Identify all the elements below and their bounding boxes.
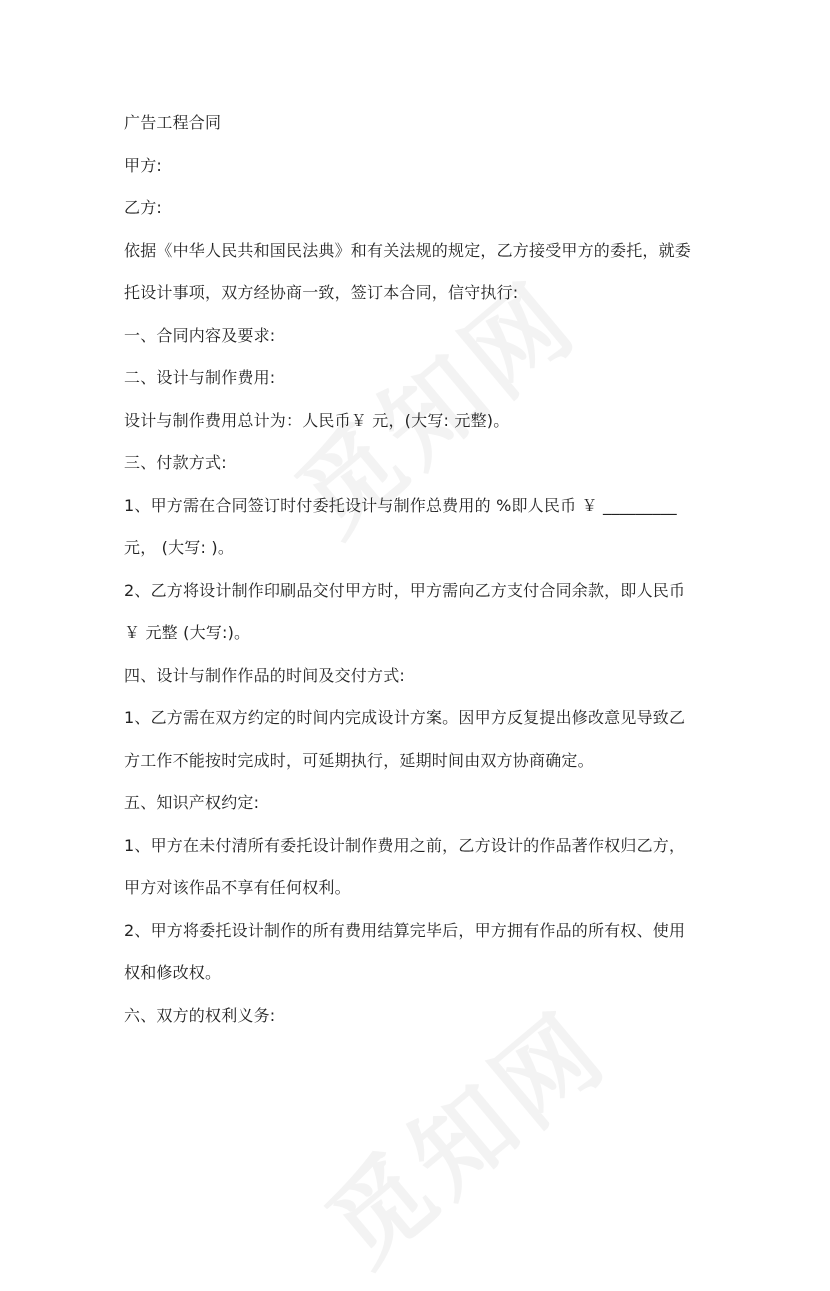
preamble-line-1: 依据《中华人民共和国民法典》和有关法规的规定，乙方接受甲方的委托，就委 [124,240,692,260]
payment-clause-1-line-2: 元， (大写: )。 [124,538,235,557]
ip-clause-1-line-1: 1、甲方在未付清所有委托设计制作费用之前，乙方设计的作品著作权归乙方， [124,835,686,855]
section-heading-4: 四、设计与制作作品的时间及交付方式: [124,665,405,685]
section-heading-3: 三、付款方式: [124,453,227,472]
payment-clause-2-line-2: ￥ 元整 (大写:)。 [124,623,251,642]
party-b: 乙方: [124,198,162,217]
section-heading-2: 二、设计与制作费用: [124,368,276,387]
ip-clause-2-line-1: 2、甲方将委托设计制作的所有费用结算完毕后，甲方拥有作品的所有权、使用 [124,920,686,940]
preamble-line-2: 托设计事项，双方经协商一致，签订本合同，信守执行: [124,283,519,302]
payment-clause-1-line-1: 1、甲方需在合同签订时付委托设计与制作总费用的 %即人民币 ￥ _________ [124,495,677,515]
party-a: 甲方: [124,155,162,175]
ip-clause-1-line-2: 甲方对该作品不享有任何权利。 [124,878,351,897]
payment-clause-2-line-1: 2、乙方将设计制作印刷品交付甲方时，甲方需向乙方支付合同余款，即人民币 [124,580,686,600]
section-heading-1: 一、合同内容及要求: [124,325,276,345]
section-heading-6: 六、双方的权利义务: [124,1005,276,1025]
document-body [124,112,708,1047]
delivery-clause-line-1: 1、乙方需在双方约定的时间内完成设计方案。因甲方反复提出修改意见导致乙 [124,708,686,727]
fee-total-line: 设计与制作费用总计为：人民币￥ 元，(大写: 元整)。 [124,410,510,430]
section-heading-5: 五、知识产权约定: [124,793,260,812]
document-title: 广告工程合同 [124,113,222,132]
delivery-clause-line-2: 方工作不能按时完成时，可延期执行，延期时间由双方协商确定。 [124,750,594,770]
ip-clause-2-line-2: 权和修改权。 [124,963,222,982]
